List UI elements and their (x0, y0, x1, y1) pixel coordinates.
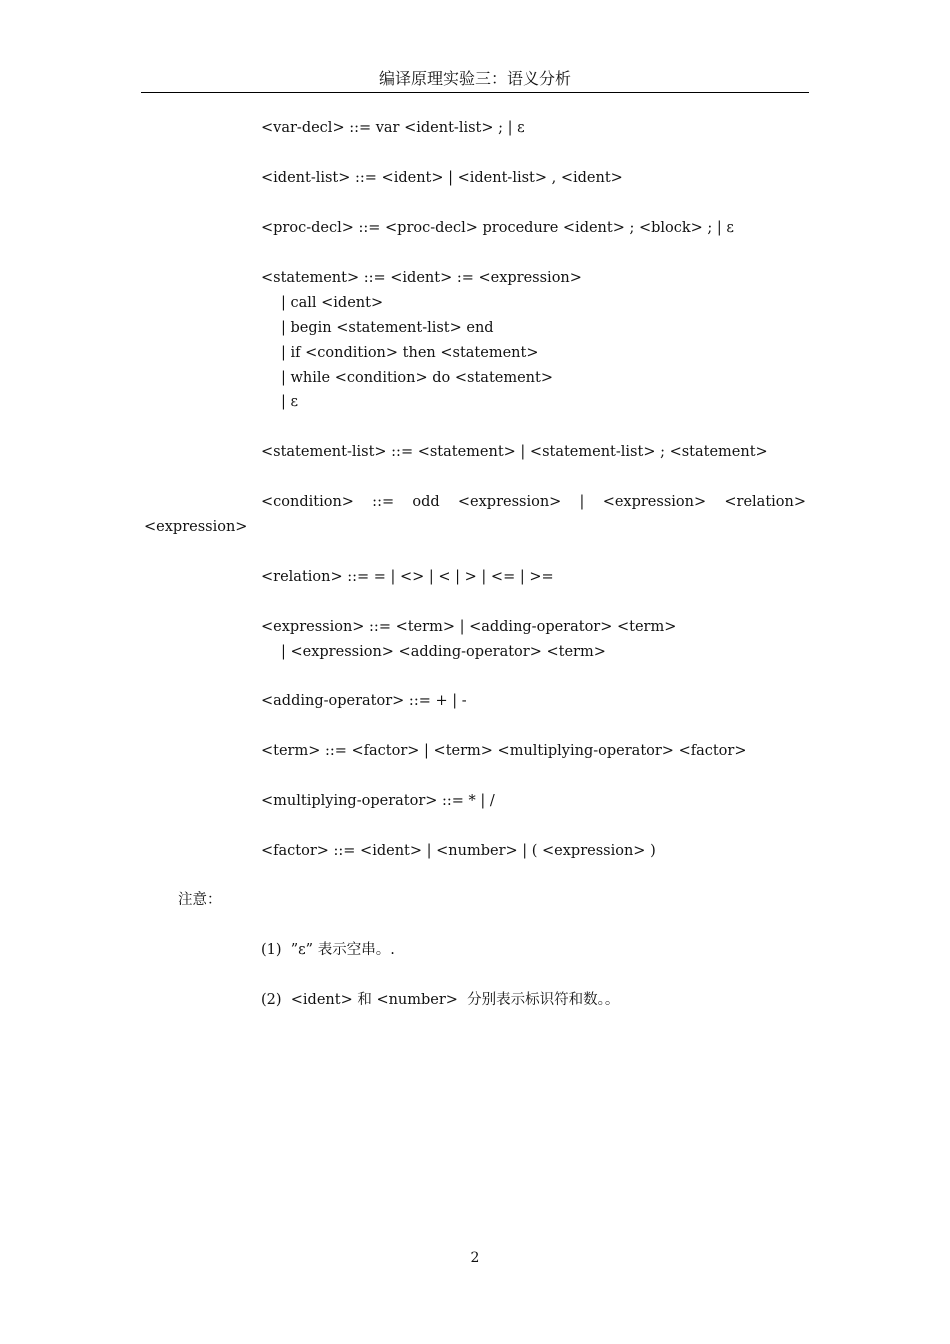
note-item: (2) <ident> 和 <number> 分别表示标识符和数。。 (261, 992, 620, 1008)
rule-factor: <factor> ::= <ident> | <number> | ( <expression> ) (261, 843, 656, 859)
rule-condition-wrap: <expression> (144, 519, 248, 535)
rule-statement-list: <statement-list> ::= <statement> | <statement-list> ; <statement> (261, 444, 768, 460)
rule-multiplying-operator: <multiplying-operator> ::= * | / (261, 793, 495, 809)
rule-term: <term> ::= <factor> | <term> <multiplying-operator> <factor> (261, 743, 747, 759)
rule-statement-alt: | ε (281, 394, 299, 410)
rule-statement-alt: | begin <statement-list> end (281, 320, 494, 336)
rule-adding-operator: <adding-operator> ::= + | - (261, 693, 467, 709)
note-item: (1) ”ε” 表示空串。. (261, 942, 395, 958)
rule-statement-alt: | call <ident> (281, 295, 384, 311)
rule-ident-list: <ident-list> ::= <ident> | <ident-list> , <ident> (261, 170, 623, 186)
rule-var-decl: <var-decl> ::= var <ident-list> ; | ε (261, 120, 525, 136)
rule-proc-decl: <proc-decl> ::= <proc-decl> procedure <ident> ; <block> ; | ε (261, 220, 734, 236)
page-number: 2 (470, 1250, 480, 1266)
rule-condition: <condition> ::= odd <expression> | <expression> <relation> (261, 494, 806, 510)
rule-statement-alt: | if <condition> then <statement> (281, 345, 539, 361)
rule-expression: <expression> ::= <term> | <adding-operator> <term> (261, 619, 677, 635)
rule-statement-alt: | while <condition> do <statement> (281, 370, 553, 386)
notes-heading: 注意： (178, 892, 222, 908)
header-rule (141, 92, 809, 93)
page-header-title: 编译原理实验三：语义分析 (378, 69, 571, 88)
rule-relation: <relation> ::= = | <> | < | > | <= | >= (261, 569, 554, 585)
rule-statement: <statement> ::= <ident> := <expression> (261, 270, 582, 286)
rule-expression-alt: | <expression> <adding-operator> <term> (281, 644, 606, 660)
